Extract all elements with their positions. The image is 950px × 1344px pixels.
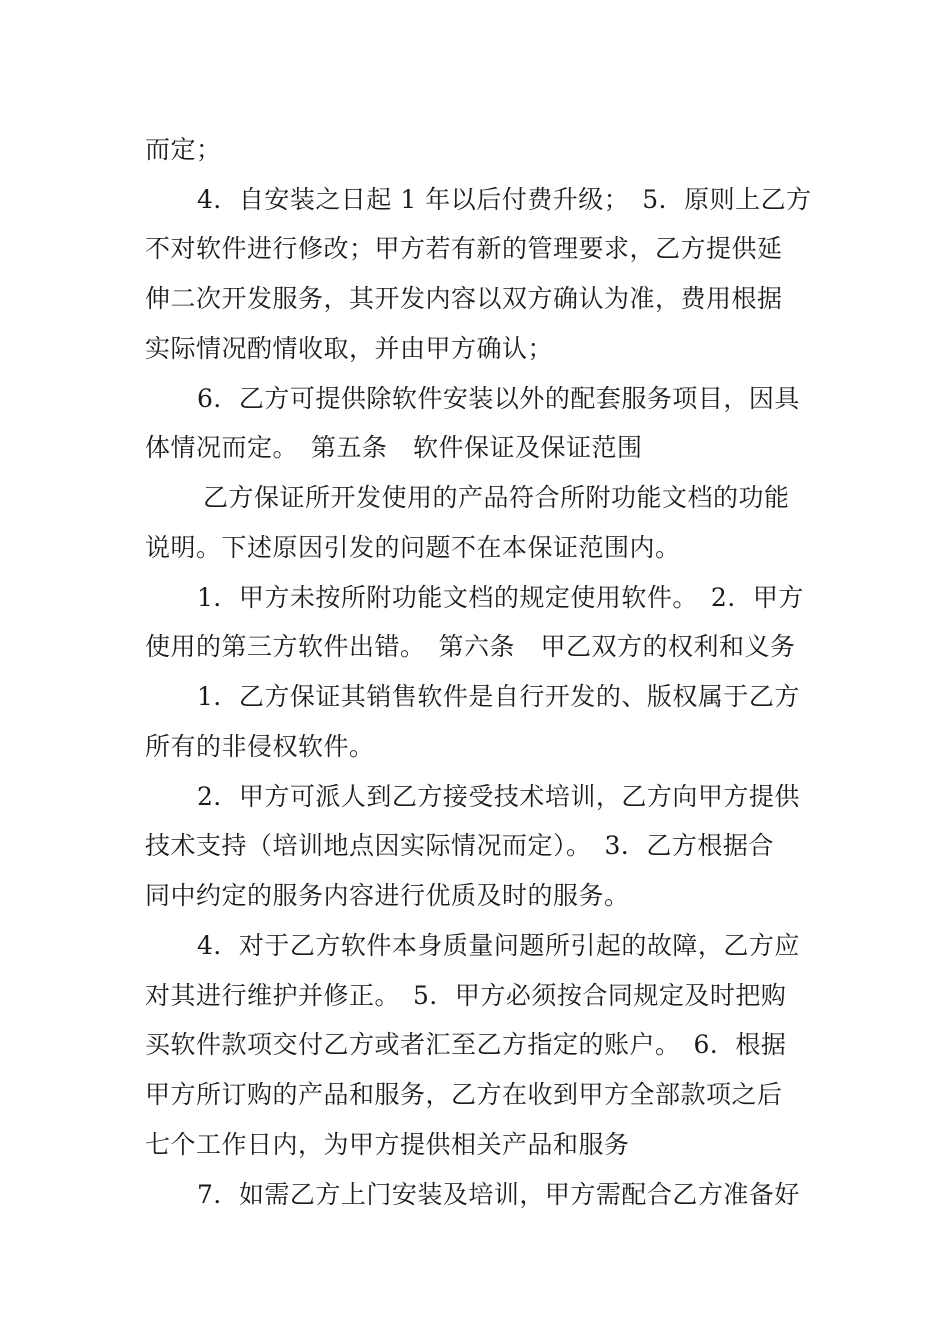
text-line: 七个工作日内，为甲方提供相关产品和服务 [145, 1130, 630, 1159]
text-line: 对其进行维护并修正。 5．甲方必须按合同规定及时把购 [145, 981, 787, 1010]
text-line: 所有的非侵权软件。 [145, 732, 375, 761]
text-line: 不对软件进行修改；甲方若有新的管理要求，乙方提供延 [145, 234, 783, 263]
text-line: 甲方所订购的产品和服务，乙方在收到甲方全部款项之后 [145, 1080, 783, 1109]
text-line: 6．乙方可提供除软件安装以外的配套服务项目，因具 [197, 384, 800, 413]
text-line: 说明。下述原因引发的问题不在本保证范围内。 [145, 533, 681, 562]
text-line: 体情况而定。 第五条 软件保证及保证范围 [145, 433, 643, 462]
text-line: 使用的第三方软件出错。 第六条 甲乙双方的权利和义务 [145, 632, 796, 661]
text-line: 实际情况酌情收取，并由甲方确认； [145, 334, 554, 363]
text-line: 伸二次开发服务，其开发内容以双方确认为准，费用根据 [145, 284, 783, 313]
text-line: 买软件款项交付乙方或者汇至乙方指定的账户。 6．根据 [145, 1030, 787, 1059]
text-line: 乙方保证所开发使用的产品符合所附功能文档的功能 [203, 483, 790, 512]
text-line: 1．乙方保证其销售软件是自行开发的、版权属于乙方 [197, 682, 800, 711]
text-line: 2．甲方可派人到乙方接受技术培训，乙方向甲方提供 [197, 782, 800, 811]
text-line: 而定； [145, 135, 222, 164]
text-line: 技术支持（培训地点因实际情况而定）。 3．乙方根据合 [145, 831, 774, 860]
text-line: 7．如需乙方上门安装及培训，甲方需配合乙方准备好 [197, 1180, 800, 1209]
text-line: 4．对于乙方软件本身质量问题所引起的故障，乙方应 [197, 931, 800, 960]
text-line: 1．甲方未按所附功能文档的规定使用软件。 2．甲方 [197, 583, 804, 612]
text-line: 同中约定的服务内容进行优质及时的服务。 [145, 881, 630, 910]
text-line: 4．自安装之日起 1 年以后付费升级； 5．原则上乙方 [197, 185, 812, 214]
